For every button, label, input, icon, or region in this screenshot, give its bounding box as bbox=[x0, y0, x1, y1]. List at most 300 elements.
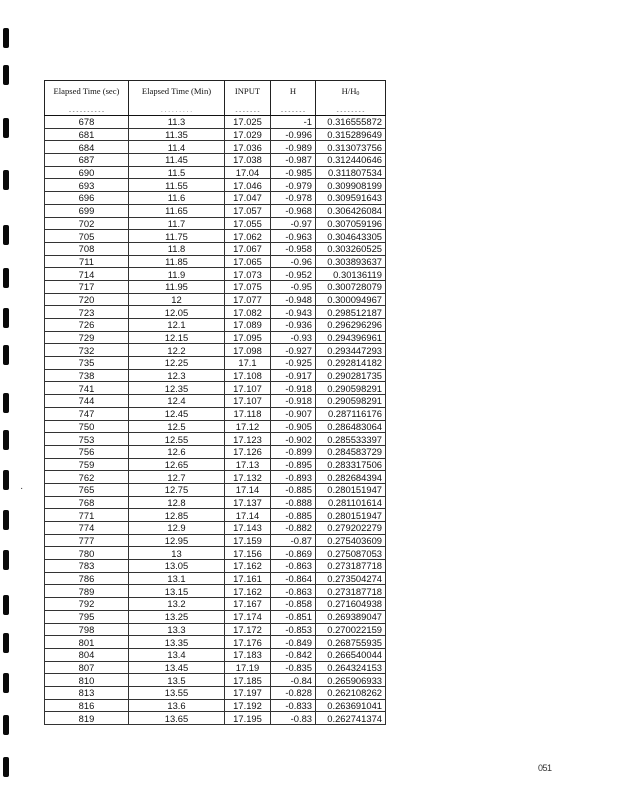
cell-h-ratio: 0.280151947 bbox=[316, 483, 386, 496]
header-h-ratio-sub: 0 bbox=[356, 91, 360, 97]
cell-h-ratio: 0.296296296 bbox=[316, 319, 386, 332]
cell-h-ratio: 0.300094967 bbox=[316, 293, 386, 306]
cell-elapsed-sec: 729 bbox=[45, 331, 129, 344]
table-row bbox=[45, 458, 386, 471]
cell-elapsed-min: 12.65 bbox=[129, 458, 225, 471]
cell-h-ratio: 0.273187718 bbox=[316, 560, 386, 573]
cell-elapsed-sec: 726 bbox=[45, 319, 129, 332]
cell-h-ratio: 0.303893637 bbox=[316, 255, 386, 268]
cell-h-ratio: 0.303260525 bbox=[316, 242, 386, 255]
cell-elapsed-sec: 786 bbox=[45, 572, 129, 585]
binder-hole-mark bbox=[3, 118, 9, 138]
cell-elapsed-sec: 795 bbox=[45, 610, 129, 623]
cell-h: -0.849 bbox=[271, 636, 316, 649]
table-row bbox=[45, 141, 386, 154]
header-underline: - - - - - - - bbox=[225, 108, 271, 116]
cell-elapsed-min: 13.6 bbox=[129, 699, 225, 712]
cell-elapsed-min: 11.95 bbox=[129, 280, 225, 293]
cell-elapsed-min: 12.05 bbox=[129, 306, 225, 319]
table-row bbox=[45, 331, 386, 344]
cell-h-ratio: 0.300728079 bbox=[316, 280, 386, 293]
cell-h-ratio: 0.292814182 bbox=[316, 357, 386, 370]
cell-h: -0.863 bbox=[271, 585, 316, 598]
binder-hole-mark bbox=[3, 393, 9, 413]
cell-elapsed-min: 11.55 bbox=[129, 179, 225, 192]
cell-h-ratio: 0.273187718 bbox=[316, 585, 386, 598]
cell-h: -0.968 bbox=[271, 204, 316, 217]
cell-elapsed-sec: 732 bbox=[45, 344, 129, 357]
cell-h: -0.863 bbox=[271, 560, 316, 573]
cell-elapsed-min: 13.55 bbox=[129, 686, 225, 699]
cell-elapsed-min: 11.8 bbox=[129, 242, 225, 255]
cell-input: 17.197 bbox=[225, 686, 271, 699]
cell-input: 17.025 bbox=[225, 116, 271, 129]
cell-h: -0.95 bbox=[271, 280, 316, 293]
cell-h-ratio: 0.306426084 bbox=[316, 204, 386, 217]
cell-elapsed-min: 13.4 bbox=[129, 648, 225, 661]
binder-hole-mark bbox=[3, 225, 9, 245]
cell-input: 17.108 bbox=[225, 369, 271, 382]
table-row bbox=[45, 204, 386, 217]
table-row bbox=[45, 686, 386, 699]
cell-elapsed-min: 12.95 bbox=[129, 534, 225, 547]
cell-elapsed-sec: 774 bbox=[45, 522, 129, 535]
cell-elapsed-sec: 810 bbox=[45, 674, 129, 687]
table-row bbox=[45, 230, 386, 243]
cell-h: -0.996 bbox=[271, 128, 316, 141]
table-row bbox=[45, 344, 386, 357]
cell-h: -0.987 bbox=[271, 154, 316, 167]
cell-h: -0.828 bbox=[271, 686, 316, 699]
cell-h-ratio: 0.290598291 bbox=[316, 382, 386, 395]
header-input: INPUT bbox=[225, 81, 271, 109]
cell-elapsed-min: 12.5 bbox=[129, 420, 225, 433]
cell-h-ratio: 0.275403609 bbox=[316, 534, 386, 547]
cell-input: 17.107 bbox=[225, 382, 271, 395]
cell-h: -0.864 bbox=[271, 572, 316, 585]
cell-elapsed-sec: 771 bbox=[45, 509, 129, 522]
binder-hole-mark bbox=[3, 308, 9, 328]
cell-input: 17.14 bbox=[225, 509, 271, 522]
cell-h: -0.869 bbox=[271, 547, 316, 560]
cell-elapsed-min: 13.3 bbox=[129, 623, 225, 636]
cell-input: 17.075 bbox=[225, 280, 271, 293]
cell-input: 17.162 bbox=[225, 585, 271, 598]
cell-h-ratio: 0.312440646 bbox=[316, 154, 386, 167]
cell-input: 17.04 bbox=[225, 166, 271, 179]
cell-h: -0.917 bbox=[271, 369, 316, 382]
cell-elapsed-sec: 753 bbox=[45, 433, 129, 446]
cell-elapsed-sec: 693 bbox=[45, 179, 129, 192]
table-row bbox=[45, 509, 386, 522]
cell-input: 17.159 bbox=[225, 534, 271, 547]
binder-hole-mark bbox=[3, 268, 9, 288]
cell-elapsed-sec: 807 bbox=[45, 661, 129, 674]
binder-hole-mark bbox=[3, 715, 9, 735]
binder-hole-mark bbox=[3, 28, 9, 48]
table-row bbox=[45, 154, 386, 167]
cell-elapsed-min: 12.45 bbox=[129, 407, 225, 420]
cell-h-ratio: 0.315289649 bbox=[316, 128, 386, 141]
cell-input: 17.077 bbox=[225, 293, 271, 306]
cell-elapsed-min: 12.7 bbox=[129, 471, 225, 484]
cell-h: -0.93 bbox=[271, 331, 316, 344]
cell-input: 17.12 bbox=[225, 420, 271, 433]
table-row bbox=[45, 420, 386, 433]
cell-elapsed-min: 12.9 bbox=[129, 522, 225, 535]
cell-elapsed-sec: 762 bbox=[45, 471, 129, 484]
cell-elapsed-min: 12.8 bbox=[129, 496, 225, 509]
cell-elapsed-min: 11.85 bbox=[129, 255, 225, 268]
cell-elapsed-min: 12.2 bbox=[129, 344, 225, 357]
table-row bbox=[45, 547, 386, 560]
cell-h-ratio: 0.286483064 bbox=[316, 420, 386, 433]
binder-hole-mark bbox=[3, 65, 9, 85]
cell-h: -0.925 bbox=[271, 357, 316, 370]
cell-h-ratio: 0.273504274 bbox=[316, 572, 386, 585]
cell-h: -0.952 bbox=[271, 268, 316, 281]
table-row bbox=[45, 293, 386, 306]
cell-h-ratio: 0.283317506 bbox=[316, 458, 386, 471]
table-row bbox=[45, 395, 386, 408]
cell-elapsed-min: 12.25 bbox=[129, 357, 225, 370]
header-elapsed-min: Elapsed Time (Min) bbox=[129, 81, 225, 109]
cell-input: 17.107 bbox=[225, 395, 271, 408]
cell-h: -0.918 bbox=[271, 395, 316, 408]
cell-h: -0.885 bbox=[271, 509, 316, 522]
cell-h-ratio: 0.279202279 bbox=[316, 522, 386, 535]
cell-elapsed-min: 11.6 bbox=[129, 192, 225, 205]
table-row bbox=[45, 280, 386, 293]
cell-h-ratio: 0.284583729 bbox=[316, 445, 386, 458]
cell-h: -0.958 bbox=[271, 242, 316, 255]
binder-hole-mark bbox=[3, 345, 9, 365]
cell-h-ratio: 0.265906933 bbox=[316, 674, 386, 687]
cell-elapsed-sec: 747 bbox=[45, 407, 129, 420]
cell-h-ratio: 0.30136119 bbox=[316, 268, 386, 281]
cell-elapsed-sec: 717 bbox=[45, 280, 129, 293]
binder-hole-mark bbox=[3, 673, 9, 693]
table-row bbox=[45, 445, 386, 458]
cell-elapsed-min: 13.2 bbox=[129, 598, 225, 611]
table-row bbox=[45, 268, 386, 281]
cell-h: -0.888 bbox=[271, 496, 316, 509]
cell-input: 17.132 bbox=[225, 471, 271, 484]
cell-h-ratio: 0.285533397 bbox=[316, 433, 386, 446]
cell-elapsed-sec: 738 bbox=[45, 369, 129, 382]
table-row bbox=[45, 623, 386, 636]
cell-h: -0.948 bbox=[271, 293, 316, 306]
cell-elapsed-sec: 711 bbox=[45, 255, 129, 268]
cell-input: 17.057 bbox=[225, 204, 271, 217]
cell-input: 17.118 bbox=[225, 407, 271, 420]
table-row bbox=[45, 610, 386, 623]
cell-elapsed-min: 11.3 bbox=[129, 116, 225, 129]
cell-h: -0.927 bbox=[271, 344, 316, 357]
table-row bbox=[45, 179, 386, 192]
cell-elapsed-min: 11.35 bbox=[129, 128, 225, 141]
cell-elapsed-sec: 816 bbox=[45, 699, 129, 712]
cell-input: 17.185 bbox=[225, 674, 271, 687]
cell-input: 17.14 bbox=[225, 483, 271, 496]
cell-h: -0.978 bbox=[271, 192, 316, 205]
cell-h: -0.943 bbox=[271, 306, 316, 319]
cell-elapsed-sec: 792 bbox=[45, 598, 129, 611]
cell-elapsed-sec: 741 bbox=[45, 382, 129, 395]
cell-h-ratio: 0.311807534 bbox=[316, 166, 386, 179]
cell-elapsed-min: 13.65 bbox=[129, 712, 225, 725]
cell-input: 17.143 bbox=[225, 522, 271, 535]
cell-h: -0.899 bbox=[271, 445, 316, 458]
table-row bbox=[45, 648, 386, 661]
cell-input: 17.172 bbox=[225, 623, 271, 636]
cell-h: -0.83 bbox=[271, 712, 316, 725]
cell-elapsed-min: 12 bbox=[129, 293, 225, 306]
cell-input: 17.126 bbox=[225, 445, 271, 458]
cell-elapsed-min: 12.75 bbox=[129, 483, 225, 496]
cell-h: -0.989 bbox=[271, 141, 316, 154]
cell-h-ratio: 0.269389047 bbox=[316, 610, 386, 623]
table-row bbox=[45, 306, 386, 319]
cell-elapsed-min: 12.15 bbox=[129, 331, 225, 344]
table-row bbox=[45, 522, 386, 535]
cell-h-ratio: 0.262108262 bbox=[316, 686, 386, 699]
cell-input: 17.13 bbox=[225, 458, 271, 471]
cell-h: -0.918 bbox=[271, 382, 316, 395]
cell-input: 17.089 bbox=[225, 319, 271, 332]
cell-elapsed-min: 13.05 bbox=[129, 560, 225, 573]
table-row bbox=[45, 483, 386, 496]
cell-elapsed-sec: 684 bbox=[45, 141, 129, 154]
cell-h: -0.84 bbox=[271, 674, 316, 687]
cell-input: 17.137 bbox=[225, 496, 271, 509]
cell-input: 17.055 bbox=[225, 217, 271, 230]
cell-input: 17.156 bbox=[225, 547, 271, 560]
cell-elapsed-sec: 804 bbox=[45, 648, 129, 661]
cell-elapsed-min: 12.6 bbox=[129, 445, 225, 458]
table-row bbox=[45, 572, 386, 585]
binder-hole-mark bbox=[3, 470, 9, 490]
cell-h: -0.907 bbox=[271, 407, 316, 420]
cell-elapsed-min: 13.1 bbox=[129, 572, 225, 585]
cell-elapsed-min: 11.5 bbox=[129, 166, 225, 179]
cell-elapsed-sec: 678 bbox=[45, 116, 129, 129]
cell-input: 17.095 bbox=[225, 331, 271, 344]
table-row bbox=[45, 585, 386, 598]
cell-input: 17.192 bbox=[225, 699, 271, 712]
cell-input: 17.067 bbox=[225, 242, 271, 255]
data-table bbox=[44, 80, 386, 725]
header-h: H bbox=[271, 81, 316, 109]
cell-h: -0.87 bbox=[271, 534, 316, 547]
cell-h-ratio: 0.266540044 bbox=[316, 648, 386, 661]
binder-hole-mark bbox=[3, 170, 9, 190]
cell-h: -0.96 bbox=[271, 255, 316, 268]
cell-input: 17.073 bbox=[225, 268, 271, 281]
cell-h-ratio: 0.264324153 bbox=[316, 661, 386, 674]
cell-elapsed-min: 11.4 bbox=[129, 141, 225, 154]
cell-input: 17.174 bbox=[225, 610, 271, 623]
header-row bbox=[45, 81, 386, 109]
cell-elapsed-sec: 801 bbox=[45, 636, 129, 649]
page-number: 051 bbox=[538, 763, 552, 773]
header-underline: - - - - - - - - bbox=[316, 108, 386, 116]
cell-elapsed-sec: 720 bbox=[45, 293, 129, 306]
cell-elapsed-sec: 708 bbox=[45, 242, 129, 255]
cell-elapsed-sec: 783 bbox=[45, 560, 129, 573]
cell-h: -0.853 bbox=[271, 623, 316, 636]
table-row bbox=[45, 598, 386, 611]
cell-input: 17.161 bbox=[225, 572, 271, 585]
cell-input: 17.1 bbox=[225, 357, 271, 370]
cell-h-ratio: 0.268755935 bbox=[316, 636, 386, 649]
cell-h-ratio: 0.281101614 bbox=[316, 496, 386, 509]
cell-h-ratio: 0.282684394 bbox=[316, 471, 386, 484]
cell-h: -0.885 bbox=[271, 483, 316, 496]
cell-input: 17.046 bbox=[225, 179, 271, 192]
cell-elapsed-min: 12.55 bbox=[129, 433, 225, 446]
table-row bbox=[45, 534, 386, 547]
cell-h-ratio: 0.271604938 bbox=[316, 598, 386, 611]
header-underline: · · · · · · · · · bbox=[129, 108, 225, 116]
cell-elapsed-sec: 687 bbox=[45, 154, 129, 167]
cell-input: 17.036 bbox=[225, 141, 271, 154]
cell-h: -0.905 bbox=[271, 420, 316, 433]
binder-hole-mark bbox=[3, 595, 9, 615]
cell-h: -0.842 bbox=[271, 648, 316, 661]
table-row bbox=[45, 699, 386, 712]
table-row bbox=[45, 382, 386, 395]
cell-input: 17.029 bbox=[225, 128, 271, 141]
header-elapsed-sec: Elapsed Time (sec) bbox=[45, 81, 129, 109]
table-row bbox=[45, 217, 386, 230]
cell-h: -0.97 bbox=[271, 217, 316, 230]
table-row bbox=[45, 433, 386, 446]
cell-elapsed-sec: 699 bbox=[45, 204, 129, 217]
cell-h-ratio: 0.287116176 bbox=[316, 407, 386, 420]
table-row bbox=[45, 192, 386, 205]
cell-h-ratio: 0.270022159 bbox=[316, 623, 386, 636]
header-underline: - - - - - - - - - - bbox=[45, 108, 129, 116]
cell-input: 17.123 bbox=[225, 433, 271, 446]
cell-h-ratio: 0.309908199 bbox=[316, 179, 386, 192]
cell-h: -1 bbox=[271, 116, 316, 129]
cell-h-ratio: 0.262741374 bbox=[316, 712, 386, 725]
cell-h: -0.893 bbox=[271, 471, 316, 484]
cell-elapsed-sec: 777 bbox=[45, 534, 129, 547]
cell-elapsed-sec: 714 bbox=[45, 268, 129, 281]
cell-input: 17.162 bbox=[225, 560, 271, 573]
table-row bbox=[45, 496, 386, 509]
table-row bbox=[45, 357, 386, 370]
cell-input: 17.167 bbox=[225, 598, 271, 611]
cell-h-ratio: 0.293447293 bbox=[316, 344, 386, 357]
cell-h-ratio: 0.294396961 bbox=[316, 331, 386, 344]
cell-input: 17.062 bbox=[225, 230, 271, 243]
cell-elapsed-sec: 744 bbox=[45, 395, 129, 408]
header-h-ratio-main: H/H bbox=[341, 86, 357, 96]
cell-elapsed-min: 13.35 bbox=[129, 636, 225, 649]
cell-elapsed-min: 13.15 bbox=[129, 585, 225, 598]
cell-input: 17.195 bbox=[225, 712, 271, 725]
cell-input: 17.047 bbox=[225, 192, 271, 205]
header-h-ratio bbox=[316, 81, 386, 109]
cell-input: 17.082 bbox=[225, 306, 271, 319]
cell-elapsed-min: 13.5 bbox=[129, 674, 225, 687]
binder-hole-mark bbox=[3, 430, 9, 450]
cell-h-ratio: 0.298512187 bbox=[316, 306, 386, 319]
cell-h-ratio: 0.307059196 bbox=[316, 217, 386, 230]
cell-h: -0.835 bbox=[271, 661, 316, 674]
cell-elapsed-min: 12.35 bbox=[129, 382, 225, 395]
binder-hole-mark bbox=[3, 550, 9, 570]
cell-elapsed-min: 12.4 bbox=[129, 395, 225, 408]
cell-elapsed-sec: 759 bbox=[45, 458, 129, 471]
cell-input: 17.065 bbox=[225, 255, 271, 268]
cell-elapsed-sec: 681 bbox=[45, 128, 129, 141]
cell-h-ratio: 0.280151947 bbox=[316, 509, 386, 522]
table-body bbox=[45, 116, 386, 725]
cell-elapsed-sec: 819 bbox=[45, 712, 129, 725]
cell-h: -0.851 bbox=[271, 610, 316, 623]
cell-elapsed-min: 11.75 bbox=[129, 230, 225, 243]
cell-h: -0.936 bbox=[271, 319, 316, 332]
cell-elapsed-sec: 780 bbox=[45, 547, 129, 560]
table-row bbox=[45, 369, 386, 382]
cell-h-ratio: 0.275087053 bbox=[316, 547, 386, 560]
cell-h-ratio: 0.304643305 bbox=[316, 230, 386, 243]
cell-input: 17.038 bbox=[225, 154, 271, 167]
cell-h: -0.858 bbox=[271, 598, 316, 611]
header-underline-row bbox=[45, 108, 386, 116]
cell-elapsed-min: 11.9 bbox=[129, 268, 225, 281]
table-row bbox=[45, 560, 386, 573]
stray-mark: · bbox=[20, 483, 24, 494]
table-row bbox=[45, 116, 386, 129]
cell-elapsed-min: 12.3 bbox=[129, 369, 225, 382]
cell-h: -0.979 bbox=[271, 179, 316, 192]
cell-elapsed-sec: 696 bbox=[45, 192, 129, 205]
cell-h-ratio: 0.316555872 bbox=[316, 116, 386, 129]
cell-input: 17.176 bbox=[225, 636, 271, 649]
cell-h-ratio: 0.263691041 bbox=[316, 699, 386, 712]
cell-h: -0.882 bbox=[271, 522, 316, 535]
cell-elapsed-min: 12.85 bbox=[129, 509, 225, 522]
cell-elapsed-min: 11.65 bbox=[129, 204, 225, 217]
cell-elapsed-sec: 705 bbox=[45, 230, 129, 243]
table-row bbox=[45, 255, 386, 268]
table-row bbox=[45, 636, 386, 649]
cell-input: 17.19 bbox=[225, 661, 271, 674]
cell-h: -0.895 bbox=[271, 458, 316, 471]
cell-input: 17.098 bbox=[225, 344, 271, 357]
table-row bbox=[45, 712, 386, 725]
cell-elapsed-sec: 723 bbox=[45, 306, 129, 319]
cell-elapsed-sec: 750 bbox=[45, 420, 129, 433]
table-row bbox=[45, 319, 386, 332]
cell-elapsed-sec: 756 bbox=[45, 445, 129, 458]
table-row bbox=[45, 166, 386, 179]
cell-h-ratio: 0.313073756 bbox=[316, 141, 386, 154]
table-row bbox=[45, 407, 386, 420]
cell-h-ratio: 0.309591643 bbox=[316, 192, 386, 205]
cell-elapsed-sec: 735 bbox=[45, 357, 129, 370]
cell-elapsed-sec: 768 bbox=[45, 496, 129, 509]
cell-h-ratio: 0.290281735 bbox=[316, 369, 386, 382]
cell-h: -0.833 bbox=[271, 699, 316, 712]
header-underline: - - - - - - - bbox=[271, 108, 316, 116]
cell-elapsed-sec: 765 bbox=[45, 483, 129, 496]
